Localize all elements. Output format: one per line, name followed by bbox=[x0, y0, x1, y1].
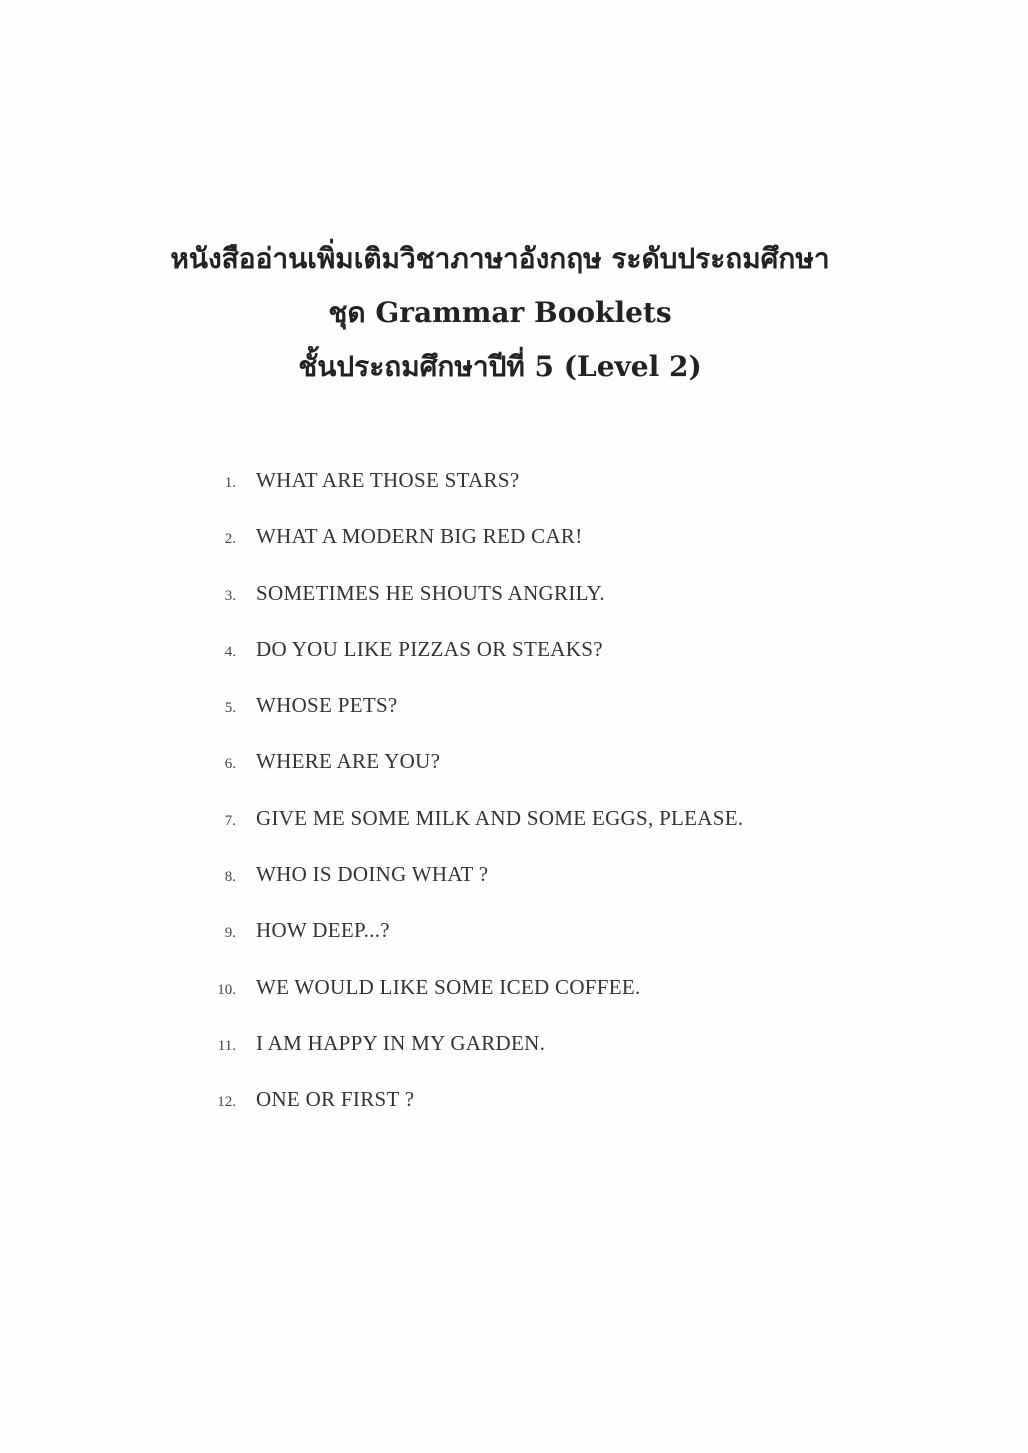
toc-title: WE WOULD LIKE SOME ICED COFFEE. bbox=[256, 974, 641, 999]
toc-number: 8. bbox=[224, 869, 236, 886]
toc-number: 12. bbox=[217, 1094, 236, 1111]
toc-title: WHAT ARE THOSE STARS? bbox=[256, 468, 520, 492]
grade-level-title: ชั้นประถมศึกษาปีที่ 5 (Level 2) bbox=[298, 350, 702, 383]
toc-number: 4. bbox=[224, 643, 236, 660]
toc-number: 3. bbox=[224, 587, 236, 604]
toc-item bbox=[196, 967, 956, 1023]
toc-item bbox=[196, 573, 956, 629]
toc-title: ONE OR FIRST ? bbox=[256, 1087, 415, 1112]
toc-item bbox=[196, 1079, 956, 1135]
toc-number: 1. bbox=[224, 475, 236, 491]
toc-item bbox=[196, 685, 956, 741]
toc-item bbox=[196, 460, 956, 516]
toc-item bbox=[196, 1023, 956, 1079]
toc-number: 10. bbox=[217, 981, 236, 998]
toc-title: WHERE ARE YOU? bbox=[256, 749, 441, 774]
toc-title: WHAT A MODERN BIG RED CAR! bbox=[256, 524, 583, 549]
table-of-contents bbox=[196, 460, 956, 1136]
toc-item bbox=[196, 629, 956, 685]
toc-title: DO YOU LIKE PIZZAS OR STEAKS? bbox=[256, 636, 603, 661]
toc-number: 5. bbox=[224, 700, 236, 717]
series-title: ชุด Grammar Booklets bbox=[328, 296, 672, 329]
toc-title: WHO IS DOING WHAT ? bbox=[256, 862, 489, 887]
toc-item bbox=[196, 798, 956, 854]
toc-title: GIVE ME SOME MILK AND SOME EGGS, PLEASE. bbox=[256, 805, 744, 830]
toc-item bbox=[196, 741, 956, 797]
book-title: หนังสืออ่านเพิ่มเติมวิชาภาษาอังกฤษ ระดับประถมศึกษา bbox=[170, 242, 830, 275]
toc-title: SOMETIMES HE SHOUTS ANGRILY. bbox=[256, 580, 605, 605]
toc-item bbox=[196, 854, 956, 910]
toc-title: WHOSE PETS? bbox=[256, 693, 398, 718]
toc-item bbox=[196, 516, 956, 572]
toc-number: 9. bbox=[224, 925, 236, 942]
toc-item bbox=[196, 910, 956, 966]
toc-title: I AM HAPPY IN MY GARDEN. bbox=[256, 1030, 546, 1055]
toc-number: 7. bbox=[224, 812, 236, 829]
toc-number: 6. bbox=[224, 756, 236, 773]
toc-number: 11. bbox=[217, 1037, 236, 1054]
toc-title: HOW DEEP...? bbox=[256, 918, 390, 943]
title-block bbox=[0, 232, 1000, 394]
toc-number: 2. bbox=[224, 531, 236, 548]
